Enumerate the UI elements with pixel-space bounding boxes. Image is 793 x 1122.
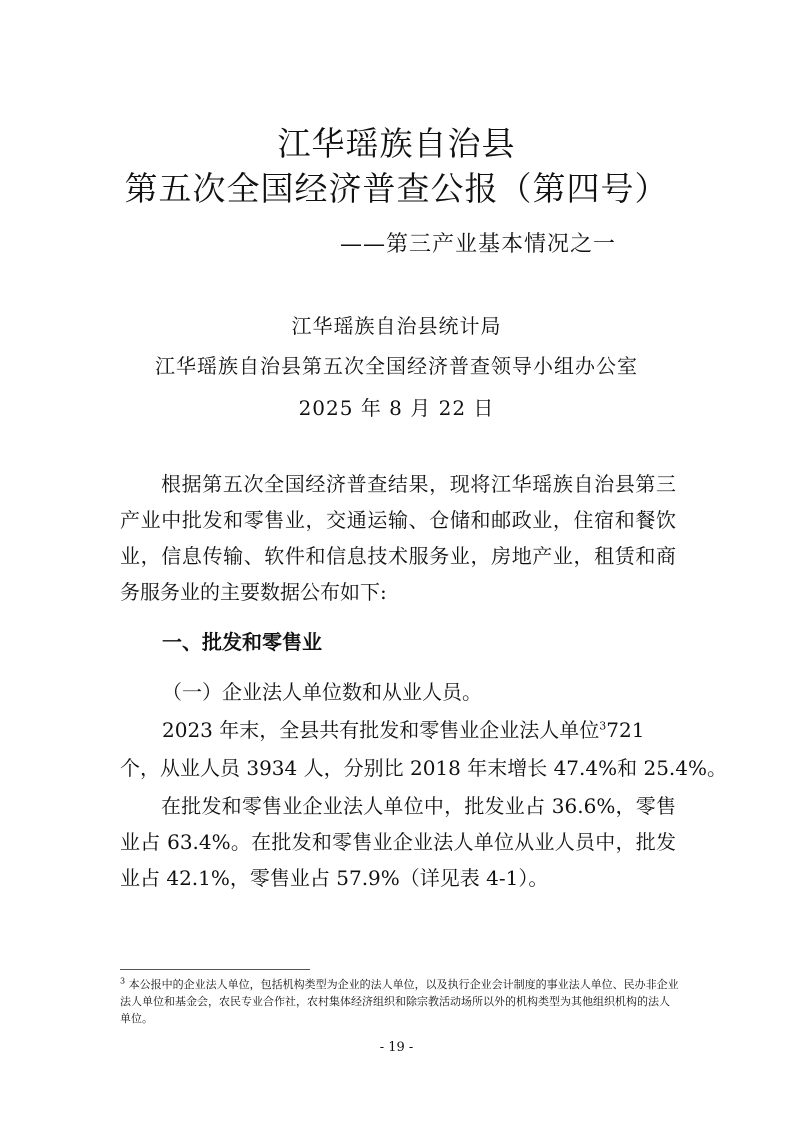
- paragraph-enterprise-count-line2: 个，从业人员 3934 人，分别比 2018 年末增长 47.4%和 25.4%。: [120, 756, 728, 780]
- issuer-census-office: 江华瑶族自治县第五次全国经济普查领导小组办公室: [155, 354, 638, 378]
- paragraph-text-part2: 721: [606, 718, 645, 742]
- page-number: - 19 -: [379, 1040, 414, 1055]
- paragraph-text-part1: 2023 年末，全县共有批发和零售业企业法人单位: [162, 718, 600, 742]
- title-line-2: 第五次全国经济普查公报（第四号）: [124, 169, 669, 208]
- footnote-marker: 3: [120, 976, 126, 986]
- intro-paragraph: 根据第五次全国经济普查结果，现将江华瑶族自治县第三产业中批发和零售业，交通运输、仓储和邮政业，住宿和餐饮业，信息传输、软件和信息技术服务业，房地产业，租赁和商务服务业的主要数据公布如下:: [120, 472, 676, 604]
- publish-date: 2025 年 8 月 22 日: [298, 396, 495, 420]
- subsection-heading-enterprises: （一）企业法人单位数和从业人员。: [162, 680, 482, 704]
- subtitle: ——第三产业基本情况之一: [340, 232, 617, 257]
- section-heading-wholesale-retail: 一、批发和零售业: [162, 630, 322, 654]
- issuer-statistics-bureau: 江华瑶族自治县统计局: [291, 314, 502, 338]
- paragraph-share-breakdown: 在批发和零售业企业法人单位中，批发业占 36.6%，零售业占 63.4%。在批发和零售业企业法人单位从业人员中，批发业占 42.1%，零售业占 57.9%（详见表 4-1）。: [120, 794, 676, 890]
- title-line-1: 江华瑶族自治县: [277, 124, 516, 163]
- footnote-separator: [120, 969, 310, 970]
- paragraph-enterprise-count-line1: [162, 714, 718, 743]
- footnote-reference: 3: [599, 719, 607, 733]
- footnote-text: 本公报中的企业法人单位，包括机构类型为企业的法人单位，以及执行企业会计制度的事业法人单位、民办非企业法人单位和基金会，农民专业合作社，农村集体经济组织和除宗教活动场所以外的机构类型为其他组织机构的法人单位。: [120, 978, 679, 1025]
- footnote: [120, 976, 680, 1027]
